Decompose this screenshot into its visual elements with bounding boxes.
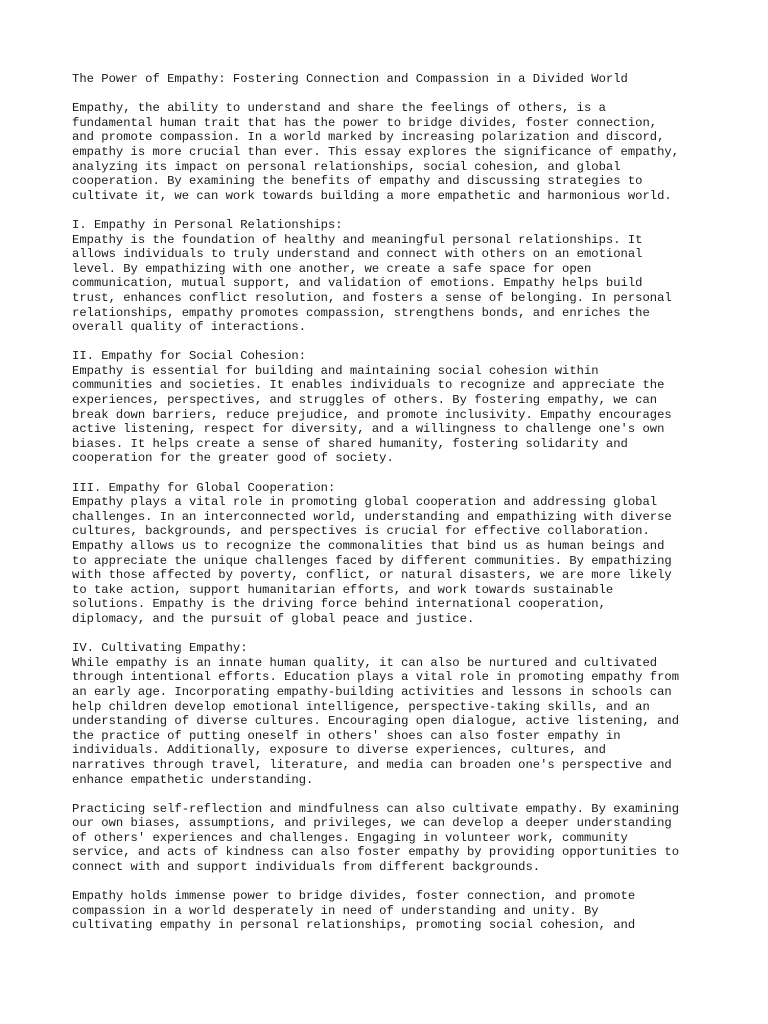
document-body [72,87,702,933]
text-line: Empathy plays a vital role in promoting global cooperation and addressing global [72,495,658,510]
text-line: the practice of putting oneself in others' shoes can also foster empathy in [72,728,621,743]
text-line: I. Empathy in Personal Relationships: [72,217,343,232]
text-line: cultures, backgrounds, and perspectives is crucial for effective collaboration. [72,524,650,539]
text-line: analyzing its impact on personal relationships, social cohesion, and global [72,159,621,174]
document-title: The Power of Empathy: Fostering Connection and Compassion in a Divided World [72,72,628,86]
text-line: break down barriers, reduce prejudice, and promote inclusivity. Empathy encourages [72,407,672,422]
text-line: cultivate it, we can work towards building a more empathetic and harmonious world. [72,188,672,203]
paragraph [72,802,702,875]
paragraph [72,889,702,933]
text-line: Empathy, the ability to understand and share the feelings of others, is a [72,101,606,116]
text-line: experiences, perspectives, and struggles of others. By fostering empathy, we can [72,393,658,408]
text-line: Empathy holds immense power to bridge divides, foster connection, and promote [72,889,636,904]
text-line: with those affected by poverty, conflict, or natural disasters, we are more likely [72,568,672,583]
text-line: Practicing self-reflection and mindfulness can also cultivate empathy. By examining [72,801,680,816]
paragraph-gap [72,787,702,802]
text-line: trust, enhances conflict resolution, and fosters a sense of belonging. In personal [72,290,672,305]
text-line: help children develop emotional intelligence, perspective-taking skills, and an [72,699,650,714]
text-line: solutions. Empathy is the driving force behind international cooperation, [72,597,606,612]
text-line: through intentional efforts. Education plays a vital role in promoting empathy from [72,670,680,685]
text-line: Empathy is essential for building and maintaining social cohesion within [72,363,599,378]
text-line: to take action, support humanitarian efforts, and work towards sustainable [72,582,614,597]
text-line: relationships, empathy promotes compassion, strengthens bonds, and enriches the [72,305,650,320]
text-line: diplomacy, and the pursuit of global peace and justice. [72,611,475,626]
text-line: empathy is more crucial than ever. This essay explores the significance of empathy, [72,144,680,159]
paragraph [72,481,702,627]
text-line: communication, mutual support, and validation of emotions. Empathy helps build [72,276,643,291]
text-line: biases. It helps create a sense of shared humanity, fostering solidarity and [72,436,628,451]
text-line: of others' experiences and challenges. Engaging in volunteer work, community [72,830,628,845]
text-line: our own biases, assumptions, and privileges, we can develop a deeper understanding [72,816,672,831]
paragraph [72,218,702,335]
text-line: Empathy allows us to recognize the commonalities that bind us as human beings and [72,539,665,553]
paragraph-gap [72,875,702,890]
text-line: compassion in a world desperately in need of understanding and unity. By [72,903,599,918]
text-line: narratives through travel, literature, and media can broaden one's perspective and [72,757,672,772]
text-line: communities and societies. It enables individuals to recognize and appreciate the [72,378,665,393]
text-line: cooperation. By examining the benefits of empathy and discussing strategies to [72,174,643,189]
paragraph-gap [72,87,702,102]
text-line: to appreciate the unique challenges faced by different communities. By empathizing [72,553,672,568]
text-line: cooperation for the greater good of society. [72,451,394,466]
paragraph-gap [72,335,702,350]
text-line: understanding of diverse cultures. Encouraging open dialogue, active listening, and [72,714,680,729]
text-line: overall quality of interactions. [72,320,307,335]
text-line: an early age. Incorporating empathy-building activities and lessons in schools can [72,684,672,699]
text-line: service, and acts of kindness can also foster empathy by providing opportunities to [72,845,680,860]
paragraph-gap [72,466,702,481]
text-line: allows individuals to truly understand and connect with others on an emotional [72,247,643,262]
text-line: III. Empathy for Global Cooperation: [72,480,336,495]
text-line: active listening, respect for diversity, and a willingness to challenge one's own [72,422,665,437]
text-line: challenges. In an interconnected world, understanding and empathizing with diverse [72,509,672,524]
paragraph [72,641,702,787]
text-line: cultivating empathy in personal relationships, promoting social cohesion, and [72,918,636,933]
text-line: individuals. Additionally, exposure to diverse experiences, cultures, and [72,743,606,758]
text-line: While empathy is an innate human quality, it can also be nurtured and cultivated [72,655,658,670]
paragraph-gap [72,627,702,642]
paragraph [72,101,702,203]
document-page [72,72,702,933]
text-line: fundamental human trait that has the power to bridge divides, foster connection, [72,115,658,130]
text-line: enhance empathetic understanding. [72,772,314,787]
text-line: connect with and support individuals from different backgrounds. [72,860,541,875]
paragraph [72,349,702,466]
text-line: level. By empathizing with one another, we create a safe space for open [72,261,592,276]
paragraph-gap [72,203,702,218]
text-line: and promote compassion. In a world marked by increasing polarization and discord, [72,130,665,145]
text-line: II. Empathy for Social Cohesion: [72,349,307,364]
text-line: Empathy is the foundation of healthy and meaningful personal relationships. It [72,232,643,247]
text-line: IV. Cultivating Empathy: [72,641,248,656]
